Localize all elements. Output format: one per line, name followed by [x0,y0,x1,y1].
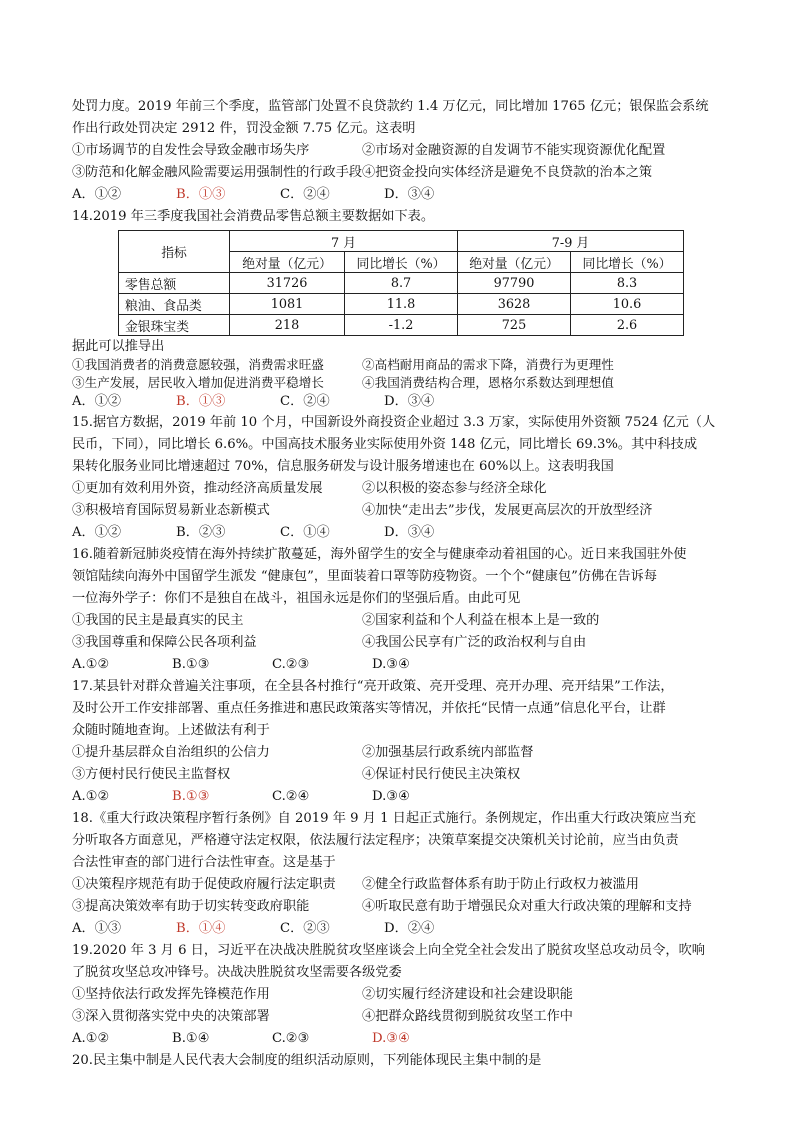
q15-stem-line-1: 15.据官方数据，2019 年前 10 个月，中国新设外商投资企业超过 3.3 万家，实际使用外资额 7524 亿元（人 [72,415,716,430]
q17-option-3: ③方便村民行使民主监督权 [72,767,231,782]
table-row [119,294,684,315]
q18-answer-b: B．①④ [176,921,226,936]
q14-answer-d: D．③④ [384,394,435,409]
th-abs-1: 绝对量（亿元） [230,252,345,273]
q19-options-row-2 [72,1006,724,1028]
q18-options-row-2 [72,896,724,918]
q15-answer-a: A．①② [72,525,122,540]
q13-answer-b: B．①③ [176,187,226,202]
q17-answer-d: D.③④ [372,789,410,804]
q15-stem-line-2: 民币，下同），同比增长 6.6%。中国高技术服务业实际使用外资 148 亿元，同比增长 69.3%。其中科技成 [72,437,698,452]
q13-option-3: ③防范和化解金融风险需要运用强制性的行政手段 [72,165,363,180]
q14-answer-b: B．①③ [176,394,226,409]
q13-answers [72,184,724,206]
q14-infer: 据此可以推导出 [72,339,165,354]
q15-option-3: ③积极培育国际贸易新业态新模式 [72,503,270,518]
q19-answer-d: D.③④ [372,1031,410,1046]
q14-option-2: ②高档耐用商品的需求下降，消费行为更理性 [362,357,614,372]
q19-option-2: ②切实履行经济建设和社会建设职能 [362,987,573,1002]
q16-stem-line-1: 16.随着新冠肺炎疫情在海外持续扩散蔓延，海外留学生的安全与健康牵动着祖国的心。近日来我国驻外使 [72,547,687,562]
q17-answer-b: B.①③ [172,789,210,804]
table-row [119,315,684,336]
table-row [119,273,684,294]
q18-option-2: ②健全行政监督体系有助于防止行政权力被滥用 [362,877,639,892]
q14-answer-a: A．①② [72,394,122,409]
q19-stem-line-2: 了脱贫攻坚总攻冲锋号。决战决胜脱贫攻坚需要各级党委 [72,965,402,980]
row-name: 粮油、食品类 [119,294,230,315]
q14-stem: 14.2019 年三季度我国社会消费品零售总额主要数据如下表。 [72,209,435,224]
q15-option-4: ④加快“走出去”步伐，发展更高层次的开放型经济 [362,503,653,518]
cell: 3628 [458,294,571,315]
q17-answer-c: C.②④ [272,789,310,804]
q19-option-4: ④把群众路线贯彻到脱贫攻坚工作中 [362,1009,573,1024]
th-q3: 7-9 月 [458,231,684,252]
q17-option-1: ①提升基层群众自治组织的公信力 [72,745,270,760]
q19-answers [72,1028,724,1050]
q14-answer-c: C．②④ [280,394,330,409]
q14-option-4: ④我国消费结构合理，恩格尔系数达到理想值 [362,375,614,390]
cell: 1081 [230,294,345,315]
th-yoy-1: 同比增长（%） [345,252,458,273]
q13-stem-line-2: 作出行政处罚决定 2912 件，罚没金额 7.75 亿元。这表明 [72,121,416,136]
q17-answer-a: A.①② [72,789,110,804]
q16-option-1: ①我国的民主是最真实的民主 [72,613,244,628]
q15-stem-line-3: 果转化服务业同比增速超过 70%，信息服务研发与设计服务增速也在 60%以上。这表明我国 [72,459,614,474]
q13-option-2: ②市场对金融资源的自发调节不能实现资源优化配置 [362,143,666,158]
q18-options-row-1 [72,874,724,896]
q16-options-row-2 [72,632,724,654]
q17-answers [72,786,724,808]
q18-stem-line-3: 合法性审查的部门进行合法性审查。这是基于 [72,855,336,870]
row-name: 零售总额 [119,273,230,294]
cell: 8.3 [571,273,684,294]
q14-options-row-2 [72,374,724,392]
q17-options-row-2 [72,764,724,786]
q18-answer-a: A．①③ [72,921,122,936]
q13-answer-a: A．①② [72,187,122,202]
q19-answer-b: B.①④ [172,1031,210,1046]
cell: 10.6 [571,294,684,315]
q16-answer-a: A.①② [72,657,110,672]
th-july: 7 月 [230,231,458,252]
q14-options-row-1 [72,356,724,374]
q18-option-1: ①决策程序规范有助于促使政府履行法定职责 [72,877,336,892]
cell: -1.2 [345,315,458,336]
row-name: 金银珠宝类 [119,315,230,336]
q16-stem-line-2: 领馆陆续向海外中国留学生派发 “健康包”，里面装着口罩等防疫物资。一个个“健康包”仿佛在告诉每 [72,569,658,584]
q15-options-row-2 [72,500,724,522]
q19-option-3: ③深入贯彻落实党中央的决策部署 [72,1009,270,1024]
q17-stem-line-3: 众随时随地查询。上述做法有利于 [72,723,270,738]
cell: 8.7 [345,273,458,294]
q14-option-1: ①我国消费者的消费意愿较强，消费需求旺盛 [72,357,324,372]
q15-answer-b: B．②③ [176,525,226,540]
q13-stem-line-1: 处罚力度。2019 年前三个季度，监管部门处置不良贷款约 1.4 万亿元，同比增加 1765 亿元；银保监会系统 [72,99,709,114]
q16-option-4: ④我国公民享有广泛的政治权利与自由 [362,635,587,650]
q18-answers [72,918,724,940]
q18-stem-line-2: 分听取各方面意见，严格遵守法定权限，依法履行法定程序；决策草案提交决策机关讨论前，应当由负责 [72,833,679,848]
q13-option-4: ④把资金投向实体经济是避免不良贷款的治本之策 [362,165,653,180]
q15-answers [72,522,724,544]
q14-option-3: ③生产发展，居民收入增加促进消费平稳增长 [72,375,324,390]
q17-stem-line-2: 及时公开工作安排部署、重点任务推进和惠民政策落实等情况，并依托“民情一点通”信息化平台，让群 [72,701,666,716]
q13-options-row-1 [72,140,724,162]
q18-answer-d: D．②④ [384,921,435,936]
q19-answer-a: A.①② [72,1031,110,1046]
q16-answer-c: C.②③ [272,657,310,672]
q19-options-row-1 [72,984,724,1006]
q17-options-row-1 [72,742,724,764]
q17-stem-line-1: 17.某县针对群众普遍关注事项，在全县各村推行“亮开政策、亮开受理、亮开办理、亮开结果”工作法， [72,679,674,694]
retail-sales-table [118,230,684,336]
q16-stem-line-3: 一位海外学子：你们不是独自在战斗，祖国永远是你们的坚强后盾。由此可见 [72,591,521,606]
q17-option-4: ④保证村民行使民主决策权 [362,767,521,782]
cell: 11.8 [345,294,458,315]
q13-options-row-2 [72,162,724,184]
q17-option-2: ②加强基层行政系统内部监督 [362,745,534,760]
cell: 218 [230,315,345,336]
q19-answer-c: C.②③ [272,1031,310,1046]
q18-option-3: ③提高决策效率有助于切实转变政府职能 [72,899,310,914]
q20-stem: 20.民主集中制是人民代表大会制度的组织活动原则，下列能体现民主集中制的是 [72,1053,542,1068]
q19-stem-line-1: 19.2020 年 3 月 6 日，习近平在决战决胜脱贫攻坚座谈会上向全党全社会发出了脱贫攻坚总攻动员令，吹响 [72,943,705,958]
q15-option-2: ②以积极的姿态参与经济全球化 [362,481,547,496]
q13-answer-d: D．③④ [384,187,435,202]
q16-answers [72,654,724,676]
q15-answer-c: C．①④ [280,525,330,540]
cell: 2.6 [571,315,684,336]
q16-answer-d: D.③④ [372,657,410,672]
th-indicator: 指标 [119,231,230,273]
q16-option-2: ②国家利益和个人利益在根本上是一致的 [362,613,600,628]
q15-options-row-1 [72,478,724,500]
q18-answer-c: C．②③ [280,921,330,936]
cell: 97790 [458,273,571,294]
cell: 31726 [230,273,345,294]
q16-options-row-1 [72,610,724,632]
q18-stem-line-1: 18.《重大行政决策程序暂行条例》自 2019 年 9 月 1 日起正式施行。条例规定，作出重大行政决策应当充 [72,811,696,826]
q13-answer-c: C．②④ [280,187,330,202]
q16-answer-b: B.①③ [172,657,210,672]
q19-option-1: ①坚持依法行政发挥先锋模范作用 [72,987,270,1002]
cell: 725 [458,315,571,336]
q18-option-4: ④听取民意有助于增强民众对重大行政决策的理解和支持 [362,899,692,914]
q13-option-1: ①市场调节的自发性会导致金融市场失序 [72,143,310,158]
exam-page [72,96,724,1072]
q15-option-1: ①更加有效利用外资，推动经济高质量发展 [72,481,323,496]
q16-option-3: ③我国尊重和保障公民各项利益 [72,635,257,650]
q14-answers [72,392,724,412]
th-abs-2: 绝对量（亿元） [458,252,571,273]
q15-answer-d: D．③④ [384,525,435,540]
th-yoy-2: 同比增长（%） [571,252,684,273]
